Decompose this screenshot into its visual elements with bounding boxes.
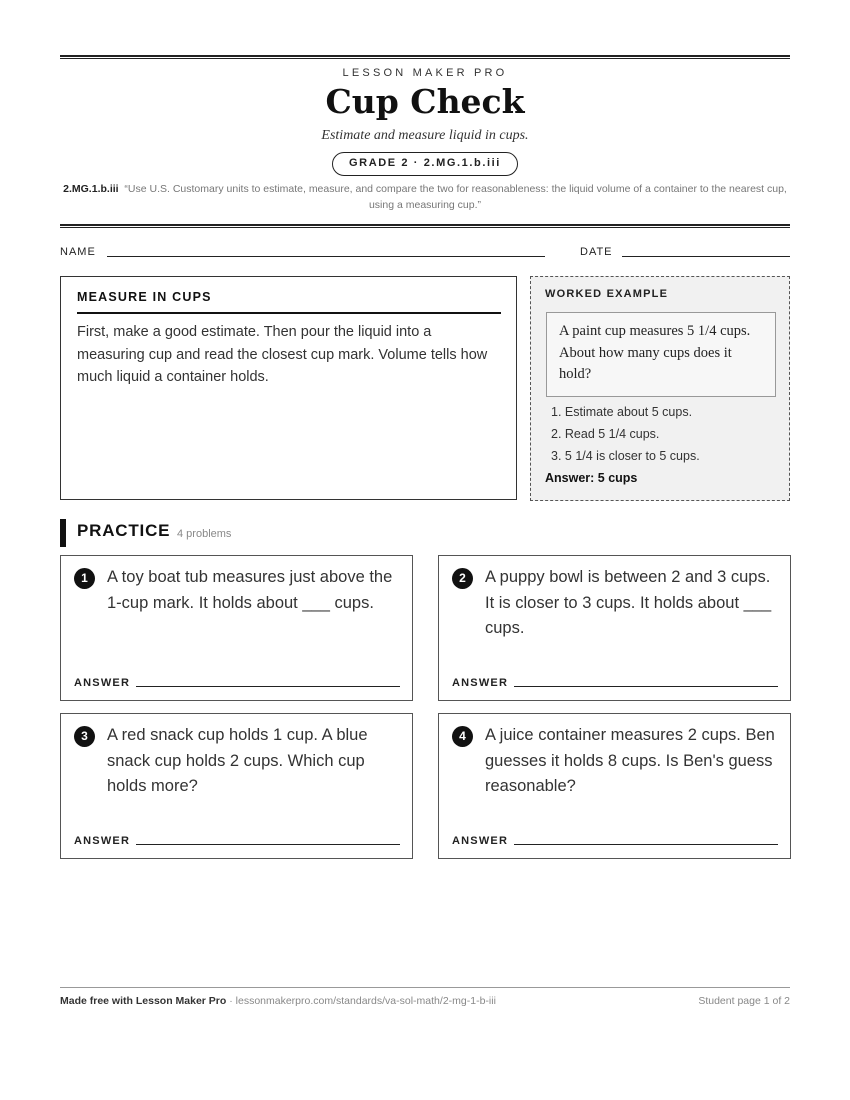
problem-text: A juice container measures 2 cups. Ben guesses it holds 8 cups. Is Ben's guess reasonable? (485, 726, 775, 795)
practice-count: 4 problems (177, 528, 232, 540)
worked-step: 2. Read 5 1/4 cups. (551, 427, 660, 441)
worksheet-title: Cup Check (325, 82, 525, 121)
footer-rule (60, 987, 790, 988)
standard-text: “Use U.S. Customary units to estimate, measure, and compare the two for reasonableness: the liquid volume of a container to the nearest cup, using a measuring cup.” (124, 183, 787, 211)
answer-line[interactable] (136, 844, 400, 845)
worked-step: 1. Estimate about 5 cups. (551, 405, 693, 419)
concept-title-rule (77, 312, 501, 314)
header-bottom-rule (60, 224, 790, 228)
date-line[interactable] (622, 256, 790, 257)
footer-url[interactable]: · lessonmakerpro.com/standards/va-sol-math/2-mg-1-b-iii (229, 995, 496, 1007)
answer-label: ANSWER (74, 835, 131, 847)
worked-example-title: WORKED EXAMPLE (545, 288, 669, 300)
worked-example-problem: A paint cup measures 5 1/4 cups. About how many cups does it hold? (546, 312, 776, 397)
worksheet-subtitle: Estimate and measure liquid in cups. (321, 128, 529, 143)
name-label: NAME (60, 246, 96, 258)
brand-eyebrow: LESSON MAKER PRO (342, 67, 508, 79)
standard-description (60, 181, 790, 213)
worked-step: 3. 5 1/4 is closer to 5 cups. (551, 449, 700, 463)
answer-label: ANSWER (452, 835, 509, 847)
concept-box (60, 276, 517, 500)
concept-body: First, make a good estimate. Then pour the liquid into a measuring cup and read the closest cup mark. Volume tells how much liquid a container holds. (77, 324, 488, 385)
answer-line[interactable] (136, 686, 400, 687)
answer-label: ANSWER (74, 677, 131, 689)
footer-credit (60, 995, 496, 1007)
answer-line[interactable] (514, 686, 778, 687)
problem-number: 1 (74, 568, 95, 589)
answer-label: ANSWER (452, 677, 509, 689)
problem-card-2 (438, 555, 791, 701)
problem-text: A toy boat tub measures just above the 1-cup mark. It holds about ___ cups. (107, 568, 393, 612)
standard-code: 2.MG.1.b.iii (63, 183, 119, 195)
worked-example-steps (551, 401, 700, 467)
problem-card-1 (60, 555, 413, 701)
problem-number: 4 (452, 726, 473, 747)
problem-card-4 (438, 713, 791, 859)
footer-brand: Made free with Lesson Maker Pro (60, 995, 227, 1007)
practice-title: PRACTICE (77, 521, 171, 540)
problem-number: 2 (452, 568, 473, 589)
problem-text: A red snack cup holds 1 cup. A blue snack cup holds 2 cups. Which cup holds more? (107, 726, 368, 795)
worked-example-answer: Answer: 5 cups (545, 471, 638, 485)
answer-line[interactable] (514, 844, 778, 845)
header-top-rule (60, 55, 790, 59)
problem-card-3 (60, 713, 413, 859)
worked-example-box (530, 276, 790, 501)
practice-accent-bar (60, 519, 66, 547)
concept-title: MEASURE IN CUPS (77, 290, 212, 304)
problem-number: 3 (74, 726, 95, 747)
problem-text: A puppy bowl is between 2 and 3 cups. It is closer to 3 cups. It holds about ___ cups. (485, 568, 772, 637)
date-label: DATE (580, 246, 613, 258)
footer-page-number: Student page 1 of 2 (698, 995, 790, 1007)
grade-badge: GRADE 2 · 2.MG.1.b.iii (332, 152, 518, 176)
name-line[interactable] (107, 256, 545, 257)
